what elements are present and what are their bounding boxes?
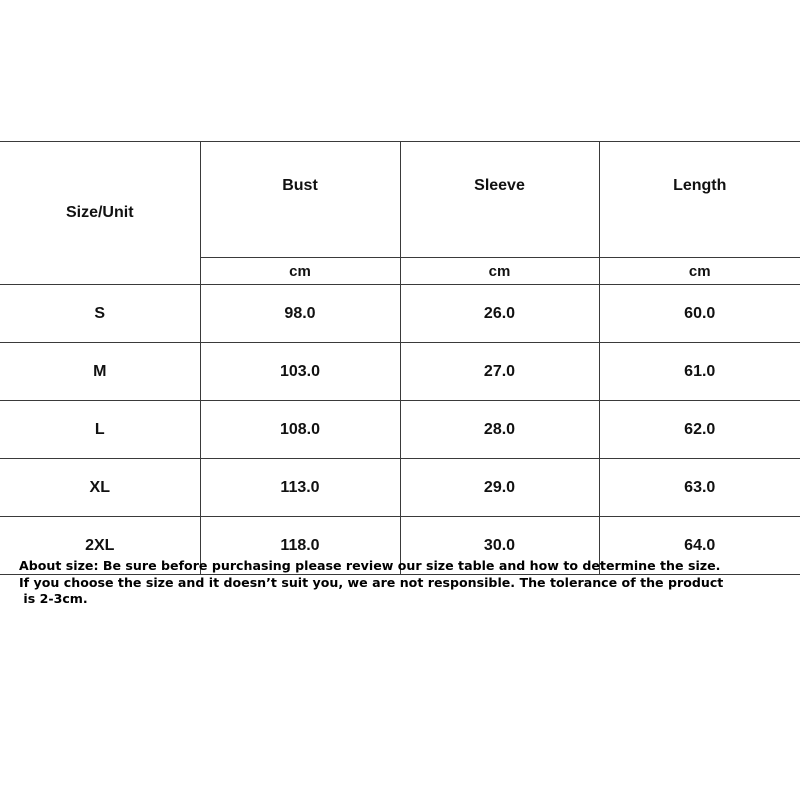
sleeve-cell: 30.0	[400, 517, 599, 575]
bust-unit: cm	[200, 258, 400, 285]
bust-cell: 108.0	[200, 401, 400, 459]
disclaimer-line: About size: Be sure before purchasing please review our size table and how to determine the size.	[19, 558, 721, 573]
sleeve-cell: 29.0	[400, 459, 599, 517]
size-cell: S	[0, 285, 200, 343]
table-row	[0, 285, 800, 343]
size-cell: XL	[0, 459, 200, 517]
bust-cell: 103.0	[200, 343, 400, 401]
sleeve-unit: cm	[400, 258, 599, 285]
disclaimer-line: If you choose the size and it doesn’t suit you, we are not responsible. The tolerance of the product	[19, 574, 724, 590]
sleeve-cell: 27.0	[400, 343, 599, 401]
size-cell: L	[0, 401, 200, 459]
sleeve-cell: 26.0	[400, 285, 599, 343]
table-row	[0, 459, 800, 517]
table-row	[0, 343, 800, 401]
size-unit-header: Size/Unit	[0, 142, 200, 285]
size-cell: M	[0, 343, 200, 401]
size-disclaimer	[19, 558, 794, 608]
length-unit: cm	[599, 258, 800, 285]
bust-cell: 118.0	[200, 517, 400, 575]
length-cell: 63.0	[599, 459, 800, 517]
disclaimer-line: is 2-3cm.	[19, 591, 88, 606]
bust-cell: 98.0	[200, 285, 400, 343]
length-cell: 64.0	[599, 517, 800, 575]
length-header: Length	[599, 142, 800, 258]
length-cell: 62.0	[599, 401, 800, 459]
length-cell: 61.0	[599, 343, 800, 401]
size-cell: 2XL	[0, 517, 200, 575]
bust-header: Bust	[200, 142, 400, 258]
table-row	[0, 401, 800, 459]
bust-cell: 113.0	[200, 459, 400, 517]
sleeve-cell: 28.0	[400, 401, 599, 459]
sleeve-header: Sleeve	[400, 142, 599, 258]
length-cell: 60.0	[599, 285, 800, 343]
size-table	[0, 141, 800, 575]
header-row	[0, 142, 800, 258]
